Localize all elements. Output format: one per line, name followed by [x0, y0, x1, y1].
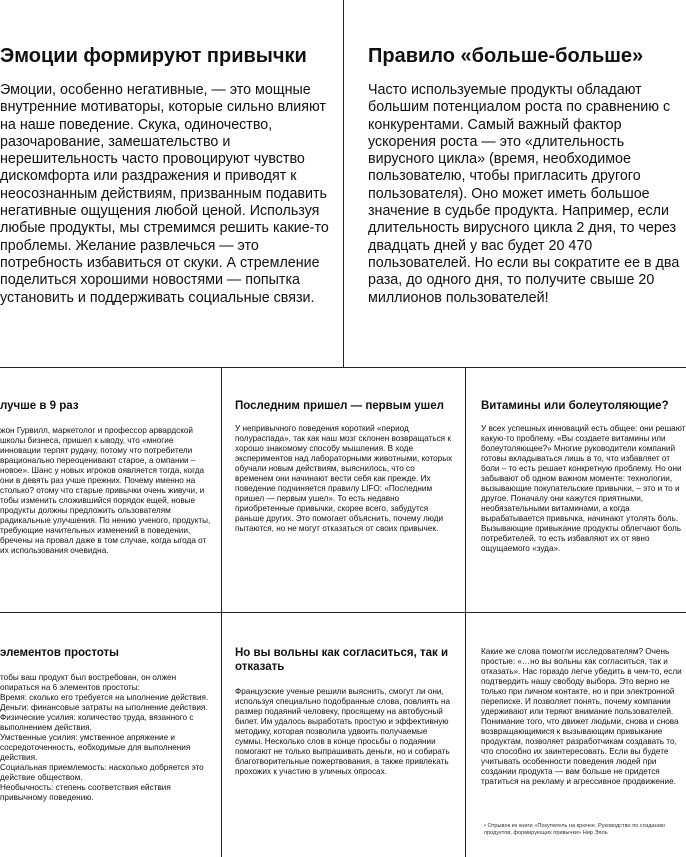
list-item: Социальная приемлемость: насколько добряется это действие обществом.	[0, 762, 204, 782]
section-title: Но вы вольны как согласиться, так и отказать	[235, 647, 449, 673]
section-title: Эмоции формируют привычки	[0, 45, 307, 67]
section-title: Последним пришел — первым ушел	[235, 400, 444, 412]
section-body: У всех успешных инноваций есть общее: они решают какую-то проблему. «Вы создаете витамины или болеутоляющее?» Многие руководители компаний готовы вкладываться лишь в то, что избавляет от боли – то есть решает конкретную проблему. Но они забывают об одном важном моменте: технологии, вызывающие покупательские привычки, – это и то и другое. Поначалу они кажутся приятными, необязательными витаминами, а когда вырабатывается привычка, начинают утолять боль. Вызывающие привыкание продукты облегчают боль потребителей, то есть избавляют их от явно ощущаемого «зуда».	[481, 423, 686, 553]
section-body: Эмоции, особенно негативные, — это мощные внутренние мотиваторы, которые сильно влияют на наше поведение. Скука, одиночество, разочарование, замешательство и нерешительность часто провоцируют чувство дискомфорта или раздражения и приводят к неосознанным действиям, призванным подавить негативные ощущения любой ценой. Используя любые продукты, мы стремимся решить какие-то проблемы. Желание развлечься — это потребность избавиться от скуки. А стремление поделиться хорошими новостями — попытка установить и поддерживать социальные связи.	[0, 82, 329, 306]
list-item: Деньги: финансовые затраты на ыполнение действия.	[0, 702, 208, 712]
section-nine-times-better	[0, 400, 214, 605]
section-title: лучше в 9 раз	[0, 400, 79, 412]
section-simplicity-elements	[0, 647, 214, 852]
list-item: Умственные усилия: умственное апряжение и сосредоточенность, еобходимые для выполнения действия.	[0, 732, 191, 762]
section-body: жон Гурвилл, маркетолог и профессор арвардской школы бизнеса, пришел к ыводу, что «многие инновации терпят рудачу, потому что потребители врационально переоценивают старое, а омпании – новое». Шанс у новых игроков оявляется тогда, когда они в девять раз учше прежних. Почему именно на столько? отому что старые привычки очень живучи, и тобы изменить сложившийся порядок ещей, новые продукты должны предложить ользователям радикальные улучшения. По нению ученого, продукты, требующие начительных изменений в поведении, бречены на провал даже в том случае, когда ыгода от их использования очевидна.	[0, 425, 211, 555]
list-item: тобы ваш продукт был востребован, он олжен опираться на 6 элементов простоты:	[0, 672, 177, 692]
list-item: Физические усилия: количество труда, вязанного с выполнением действия.	[0, 712, 194, 732]
section-title: Витамины или болеутоляющие?	[481, 400, 669, 412]
list-item: Время: сколько его требуется на ыполнение действия.	[0, 692, 209, 702]
section-persuasion-words	[481, 647, 686, 807]
simplicity-list	[0, 673, 214, 803]
section-emotions	[0, 44, 338, 362]
section-more-more-rule	[368, 44, 686, 362]
section-free-to-refuse	[235, 647, 455, 852]
section-body: Какие же слова помогли исследователям? Очень простые: «…но вы вольны как согласиться, так и отказать». Нас гораздо легче убедить в чем-то, если подтвердить нашу свободу выбора. Это верно не только при личном контакте, но и при электронной переписке. И позволяет понять, почему компании удерживают или теряют внимание пользователей. Понимание того, что движет людьми, снова и снова возвращающимися к вызывающим привыкание продуктам, позволяет разработчикам создавать то, что способно их заинтересовать. Если вы будете учитывать особенности поведения людей при создании продукта — вам больше не придется тратиться на рекламу и агрессивное продвижение.	[481, 647, 682, 786]
section-title: элементов простоты	[0, 647, 119, 659]
divider-top-vertical	[343, 0, 344, 367]
list-item: Необычность: степень соответствия ействия привычному поведению.	[0, 782, 171, 802]
section-body: Часто используемые продукты обладают большим потенциалом роста по сравнению с конкурентами. Самый важный фактор ускорения роста — это «длительность вирусного цикла» (время, необходимое пользователю, чтобы пригласить другого пользователя). Оно может иметь большое значение в судьбе продукта. Например, если длительность вирусного цикла 2 дня, то через двадцать дней у вас будет 20 470 пользователей. Но если вы сократите ее в два раза, до одного дня, то получите свыше 20 миллионов пользователей!	[368, 82, 680, 306]
section-vitamins-or-painkillers	[481, 400, 686, 605]
section-body: Французские ученые решили выяснить, смогут ли они, используя специально подобранные слова, повлиять на размер подаяний человеку, просящему на автобусный билет. Им удалось выработать простую и эффективную методику, которая позволила удвоить получаемые суммы. Несколько слов в конце просьбы о подаянии помогают не только выпрашивать деньги, но и собирать благотворительные пожертвования, а также привлекать прохожих к участию в уличных опросах.	[235, 686, 451, 776]
divider-horizontal-2	[0, 612, 686, 613]
section-title: Правило «больше-больше»	[368, 45, 644, 67]
divider-horizontal-1	[0, 367, 686, 368]
section-body: У непривычного поведения короткий «период полураспада», так как наш мозг склонен возвращаться к хорошо знакомому способу мышления. В ходе экспериментов над лабораторными животными, которых обучали новым действиям, выяснилось, что со временем они начинают вести себя как прежде. Их поведение подчиняется правилу LIFO: «Последним пришел — первым ушел». То есть недавно приобретенные привычки, скорее всего, забудутся раньше других. Это помогает объяснить, почему люди пытаются, но не могут отказаться от своих привычек.	[235, 423, 453, 533]
source-footnote: • Отрывок из книги «Покупатель на крючке. Руководство по созданию продуктов, формирующих привычки» Нир Эяль	[484, 823, 666, 836]
section-lifo	[235, 400, 455, 605]
